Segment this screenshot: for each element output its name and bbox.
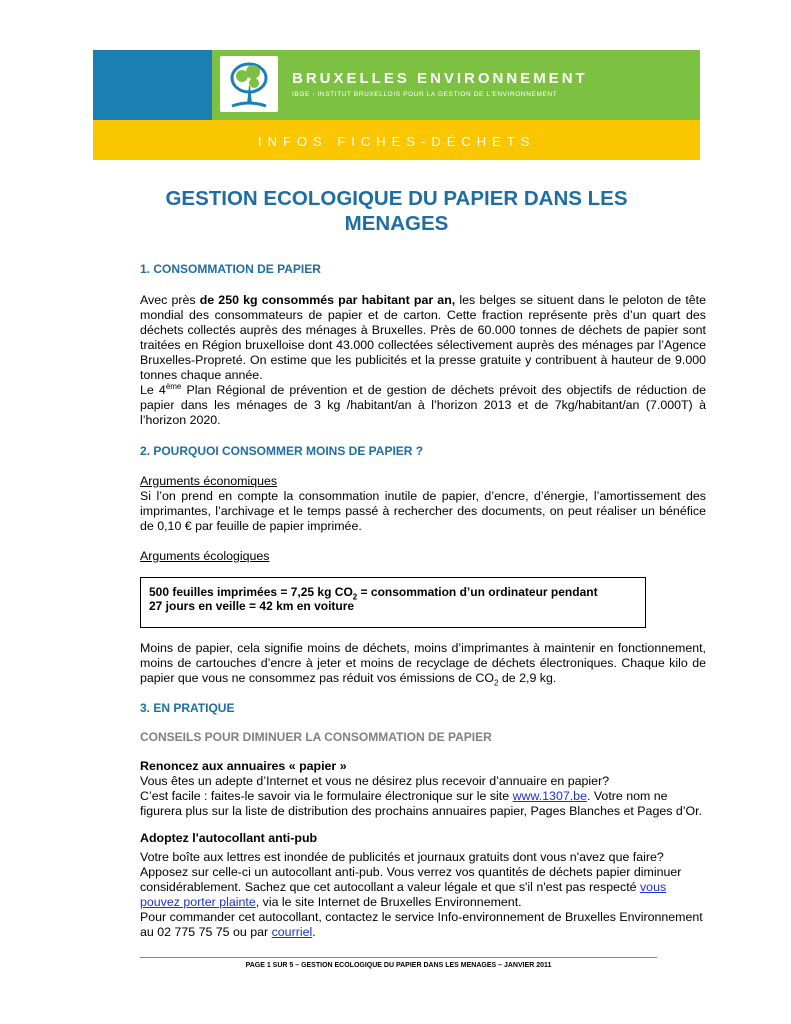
link-1307[interactable]: www.1307.be: [512, 789, 587, 803]
highlight-box: [140, 577, 646, 628]
subscript: 2: [352, 592, 358, 602]
page-footer: PAGE 1 SUR 5 – GESTION ECOLOGIQUE DU PAPIER DANS LES MENAGES – JANVIER 2011: [245, 962, 552, 969]
underlined-label: Arguments économiques: [140, 474, 278, 488]
banner-title: INFOS FICHES-DÉCHETS: [258, 134, 536, 149]
underlined-label: Arguments écologiques: [140, 549, 270, 563]
page-title: [93, 186, 700, 236]
text-run: . Votre nom ne figurera plus sur la liste de distribution des prochains annuaires papier, Pages Blanches et Pages d’Or.: [140, 789, 703, 818]
bold-run: de 250 kg consommés par habitant par an,: [199, 293, 456, 307]
tip-sticker-title: Adoptez l'autocollant anti-pub: [140, 831, 318, 845]
link-complaint[interactable]: vous pouvez porter plainte: [140, 880, 667, 909]
org-subtitle: IBGE - INSTITUT BRUXELLOIS POUR LA GESTION DE L'ENVIRONNEMENT: [292, 91, 558, 98]
highlight-box-line1: [149, 585, 635, 602]
text-run: de 2,9 kg.: [498, 671, 557, 685]
text-run: Avec près: [140, 293, 200, 307]
text-run: les belges se situent dans le peloton de tête mondial des consommateurs de papier et de carton. Cette fraction représente près d’un quart des déchets collectés auprès des ménages à Bruxelles. Près de 60.000 tonnes de déchets de papier sont traitées en Région bruxelloise dont 43.000 collectées sélectivement auprès des ménages par l’Agence Bruxelles-Propreté. On estime que les publicités et la presse gratuite y contribuent à hauteur de 9.000 tonnes chaque année.: [140, 293, 706, 382]
section-3-subheading: CONSEILS POUR DIMINUER LA CONSOMMATION DE PAPIER: [140, 730, 492, 744]
economic-arguments-text: Si l’on prend en compte la consommation inutile de papier, d’encre, d’énergie, l’amortissement des imprimantes, l’archivage et le temps passé à rechercher des documents, on peut réaliser un bénéfice de 0,10 € par feuille de papier imprimée.: [140, 489, 706, 533]
text-run: Le 4: [140, 383, 166, 397]
section-1-paragraph-2: [140, 383, 706, 428]
text-run: 500 feuilles imprimées = 7,25 kg CO: [149, 585, 353, 599]
banner-green-block: [212, 50, 700, 120]
tree-logo-icon: [220, 56, 278, 112]
footer-divider: [140, 957, 657, 958]
section-2-paragraph: [140, 641, 706, 686]
ecological-arguments-label: [140, 549, 706, 564]
document-body: [140, 262, 706, 940]
section-3-heading: 3. EN PRATIQUE: [140, 701, 235, 715]
tip-sticker-paragraph: [140, 850, 706, 910]
economic-arguments-label: [140, 474, 706, 489]
text-run: Votre boîte aux lettres est inondée de publicités et journaux gratuits dont vous n'avez que faire? Apposez sur celle-ci un autocollant anti-pub. Vous verrez vos quantités de déchets papier diminuer considérablement. Sachez que cet autocollant a valeur légale et que s'il n'est pas respecté: [140, 850, 682, 894]
text-run: = consommation d’un ordinateur pendant: [357, 585, 598, 599]
page-title-line2: MENAGES: [344, 212, 449, 235]
subscript: 2: [494, 678, 499, 688]
section-1-paragraph-1: [140, 293, 706, 383]
text-run: Moins de papier, cela signifie moins de déchets, moins d’imprimantes à maintenir en fonctionnement, moins de cartouches d’encre à jeter et moins de recyclage de déchets électroniques. Chaque kilo de papier que vous ne consommez pas réduit vos émissions de CO: [140, 641, 706, 685]
superscript: ème: [165, 381, 182, 391]
text-run: Pour commander cet autocollant, contactez le service Info-environnement de Bruxelles Environnement au 02 775 75 75 ou par: [140, 910, 703, 939]
highlight-box-line2: 27 jours en veille = 42 km en voiture: [149, 599, 355, 613]
section-1-heading: 1. CONSOMMATION DE PAPIER: [140, 262, 321, 276]
text-run: Plan Régional de prévention et de gestion de déchets prévoit des objectifs de réduction de papier dans les ménages de 3 kg /habitant/an à l’horizon 2013 et de 7kg/habitant/an (7.000T) à l’horizon 2020.: [140, 383, 707, 427]
header-banner: [93, 50, 700, 160]
link-email[interactable]: courriel: [271, 925, 313, 939]
tip-directories-title: Renoncez aux annuaires « papier »: [140, 759, 347, 773]
text-run: C’est facile : faites-le savoir via le formulaire électronique sur le site: [140, 789, 513, 803]
org-name: BRUXELLES ENVIRONNEMENT: [292, 70, 588, 87]
tip-directories-line1: Vous êtes un adepte d’Internet et vous ne désirez plus recevoir d’annuaire en papier?: [140, 774, 610, 788]
section-2-heading: 2. POURQUOI CONSOMMER MOINS DE PAPIER ?: [140, 444, 424, 458]
tip-sticker-order: [140, 910, 706, 940]
banner-blue-block: [93, 50, 212, 120]
tip-directories-line2: [140, 789, 706, 819]
text-run: , via le site Internet de Bruxelles Environnement.: [255, 895, 522, 909]
text-run: .: [312, 925, 316, 939]
page-title-line1: GESTION ECOLOGIQUE DU PAPIER DANS LES: [165, 187, 628, 210]
